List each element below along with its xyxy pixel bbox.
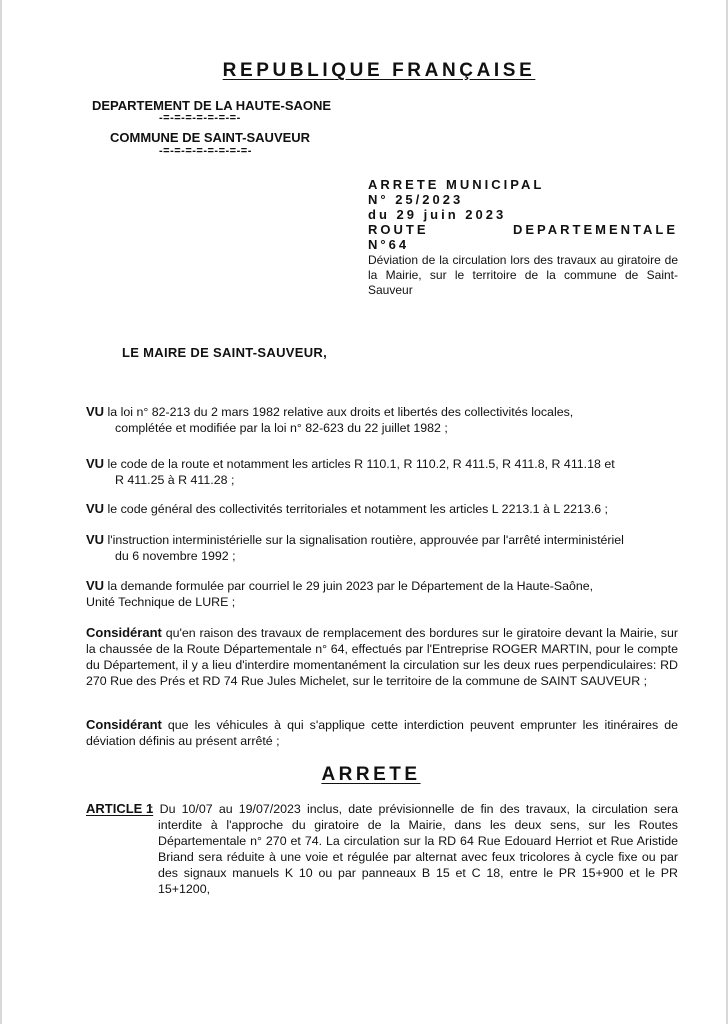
vu-keyword: VU (86, 532, 105, 547)
considerant-text: que les véhicules à qui s'applique cette interdiction peuvent emprunter les itinéraires de déviation définis au présent arrêté ; (86, 718, 679, 748)
considerant-keyword: Considérant (86, 717, 162, 732)
vu-paragraph (86, 501, 678, 517)
arrete-title: ARRETE (321, 764, 421, 785)
considerant-paragraph (86, 625, 678, 689)
vu-keyword: VU (86, 501, 105, 516)
vu-text: le code général des collectivités territoriales et notamment les articles L 2213.1 à L 2213.6 ; (107, 502, 609, 516)
arrete-road-label: ROUTE (368, 222, 429, 237)
vu-text: le code de la route et notamment les articles R 110.1, R 110.2, R 411.5, R 411.8, R 411.18 et (107, 457, 615, 471)
article-1-body: : Du 10/07 au 19/07/2023 inclus, date prévisionnelle de fin des travaux, la circulation sera interdite à l'approche du giratoire de la Mairie, dans les deux sens, sur les Routes Départementale n° 270 et 74. La circulation sur la RD 64 Rue Edouard Herriot et Rue Aristide Briand sera réduite à une voie et régulée par alternat avec feux tricolores à cycle fixe ou par des signaux manuels K 10 ou par panneaux B 15 et C 18, entre le PR 15+900 et le PR 15+1200, (150, 802, 678, 896)
arrete-type: ARRETE MUNICIPAL (368, 177, 545, 192)
vu-text-continued: Unité Technique de LURE ; (86, 595, 236, 609)
arrete-subject: Déviation de la circulation lors des travaux au giratoire de la Mairie, sur le territoire de la commune de Saint-Sauveur (368, 253, 678, 297)
arrete-road-line (368, 222, 678, 237)
commune-name: COMMUNE DE SAINT-SAUVEUR (110, 130, 311, 145)
arrete-road-number: N°64 (368, 237, 410, 252)
article-1-label: ARTICLE 1 (86, 801, 154, 816)
maire-heading: LE MAIRE DE SAINT-SAUVEUR, (122, 345, 327, 360)
vu-keyword: VU (86, 404, 105, 419)
vu-text-continued: complétée et modifiée par la loi n° 82-623 du 22 juillet 1982 ; (115, 421, 448, 435)
republic-title: REPUBLIQUE FRANÇAISE (222, 60, 536, 81)
arrete-road-type: DEPARTEMENTALE (512, 222, 678, 237)
arrete-date: du 29 juin 2023 (368, 207, 507, 222)
vu-text: l'instruction interministérielle sur la signalisation routière, approuvée par l'arrêté interministériel (107, 533, 624, 547)
arrete-number: N° 25/2023 (368, 192, 464, 207)
vu-keyword: VU (86, 456, 105, 471)
article-1-text (150, 801, 678, 897)
vu-paragraph (86, 532, 678, 564)
vu-paragraph (86, 578, 678, 610)
vu-text: la loi n° 82-213 du 2 mars 1982 relative aux droits et libertés des collectivités locales, (107, 405, 574, 419)
vu-paragraph (86, 404, 678, 436)
arrete-reference-block (368, 177, 678, 298)
republic-heading (0, 60, 728, 82)
department-name: DEPARTEMENT DE LA HAUTE-SAONE (92, 98, 332, 113)
vu-text-continued: R 411.25 à R 411.28 ; (115, 473, 235, 487)
considerant-paragraph (86, 717, 678, 749)
commune-separator: -=-=-=-=-=-=-=-=- (159, 145, 252, 157)
department-separator: -=-=-=-=-=-=-=- (159, 112, 241, 124)
vu-paragraph (86, 456, 678, 488)
page-edge-left (0, 0, 2, 1024)
considerant-keyword: Considérant (86, 625, 162, 640)
vu-text: la demande formulée par courriel le 29 juin 2023 par le Département de la Haute-Saône, (107, 579, 594, 593)
arrete-section-heading (0, 764, 728, 786)
considerant-text: qu'en raison des travaux de remplacement des bordures sur le giratoire devant la Mairie, sur la chaussée de la Route Départementale n° 64, effectués par l'Entreprise ROGER MARTIN, pour le compte du Département, il y a lieu d'interdire momentanément la circulation sur les deux rues perpendiculaires: RD 270 Rue des Prés et RD 74 Rue Jules Michelet, sur le territoire de la commune de SAINT SAUVEUR ; (86, 626, 678, 688)
vu-keyword: VU (86, 578, 105, 593)
vu-text-continued: du 6 novembre 1992 ; (115, 549, 236, 563)
